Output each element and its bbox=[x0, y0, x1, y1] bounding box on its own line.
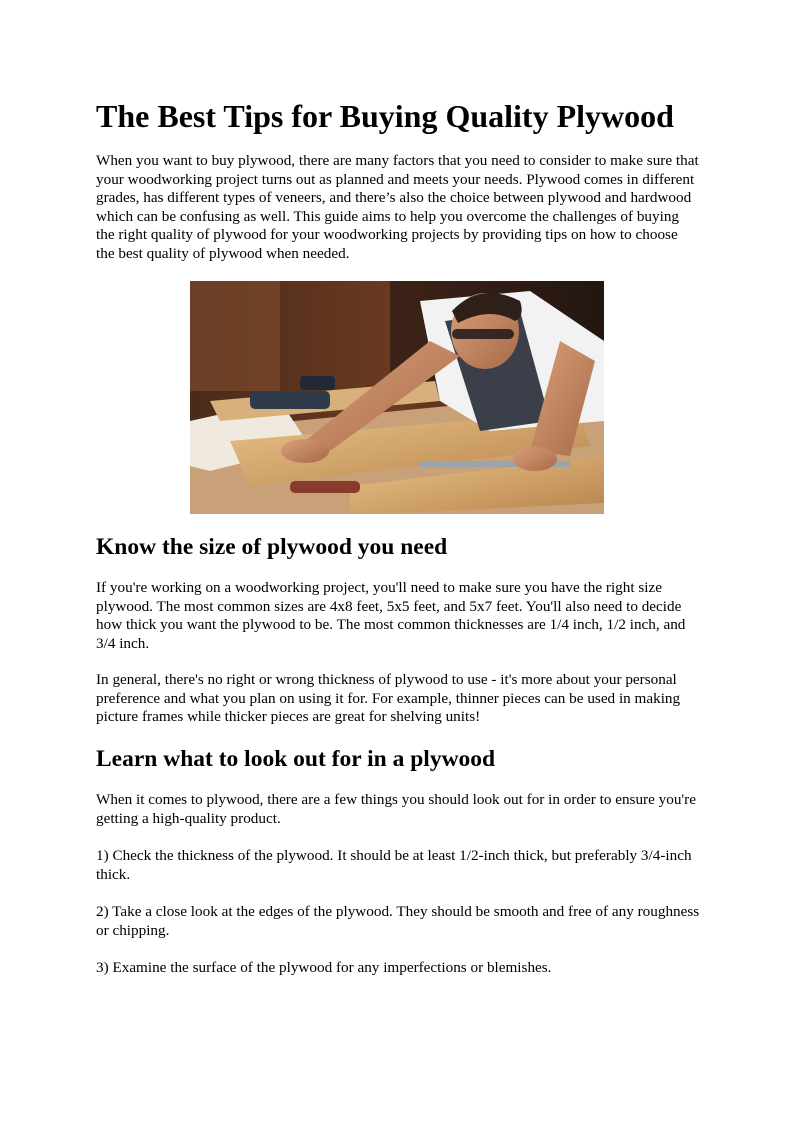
look-out-paragraph-1: When it comes to plywood, there are a few things you should look out for in order to ensure you're getting a high-quality product. bbox=[96, 791, 696, 827]
look-out-item-3: 3) Examine the surface of the plywood for any imperfections or blemishes. bbox=[96, 959, 552, 976]
size-paragraph-2: In general, there's no right or wrong thickness of plywood to use - it's more about your personal preference and what you plan on using it for. For example, thinner pieces can be used in making picture frames while thicker pieces are great for shelving units! bbox=[96, 671, 681, 726]
woodworker-photo bbox=[190, 281, 604, 514]
section-heading-look-out: Learn what to look out for in a plywood bbox=[96, 746, 496, 772]
size-paragraph-1: If you're working on a woodworking project, you'll need to make sure you have the right size plywood. The most common sizes are 4x8 feet, 5x5 feet, and 5x7 feet. You'll also need to decide how thick you want the plywood to be. The most common thicknesses are 1/4 inch, 1/2 inch, and 3/4 inch. bbox=[96, 579, 686, 652]
section-heading-size: Know the size of plywood you need bbox=[96, 534, 448, 560]
look-out-item-2: 2) Take a close look at the edges of the plywood. They should be smooth and free of any roughness or chipping. bbox=[96, 903, 700, 939]
look-out-item-1: 1) Check the thickness of the plywood. It should be at least 1/2-inch thick, but preferably 3/4-inch thick. bbox=[96, 847, 692, 883]
page-title: The Best Tips for Buying Quality Plywood bbox=[96, 98, 674, 134]
intro-paragraph: When you want to buy plywood, there are many factors that you need to consider to make sure that your woodworking project turns out as planned and meets your needs. Plywood comes in different grades, has different types of veneers, and there’s also the choice between plywood and hardwood which can be confusing as well. This guide aims to help you overcome the challenges of buying the right quality of plywood for your woodworking projects by providing tips on how to choose the best quality of plywood when needed. bbox=[96, 152, 699, 262]
